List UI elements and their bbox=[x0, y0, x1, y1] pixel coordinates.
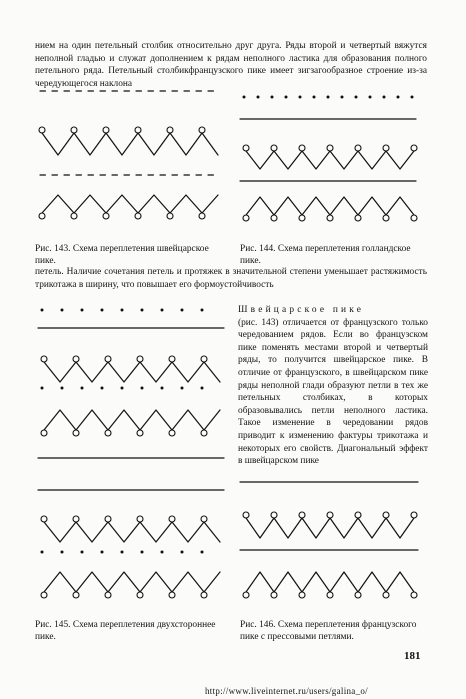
figure-145-diagram bbox=[30, 300, 230, 620]
figure-146-diagram bbox=[234, 468, 424, 618]
section-heading-swiss-pique: Швейцарское пике bbox=[238, 305, 365, 315]
body-paragraph-top: нием на один петельный столбик относительно друг друга. Ряды второй и четвертый вяжутся неполной гладью и служат дополнением к рядам неполного ластика для образования полного петельного ряда. Петельный столбикфранцузского пике имеет зигзагообразное строение из-за чередующегося наклона bbox=[35, 41, 427, 89]
figure-145-caption: Рис. 145. Схема переплетения двухстороннее пике. bbox=[35, 620, 216, 642]
page-number: 181 bbox=[404, 650, 421, 662]
body-paragraph-middle: петель. Наличие сочетания петель и протяжек в значительной степени уменьшает растяжимость трикотажа в ширину, что повышает его формоустойчивость bbox=[35, 267, 427, 290]
figure-144-caption: Рис. 144. Схема переплетения голландское пике. bbox=[240, 244, 411, 266]
body-paragraph-right bbox=[238, 304, 428, 468]
figure-143-caption: Рис. 143. Схема переплетения швейцарское пике. bbox=[35, 244, 209, 266]
footer-url: http://www.liveinternet.ru/users/galina_o/ bbox=[205, 686, 368, 696]
figure-146-caption: Рис. 146. Схема переплетения французского пике с прессовыми петлями. bbox=[240, 620, 417, 642]
figure-143-diagram bbox=[30, 55, 230, 250]
section-text-swiss-pique: (рис. 143) отличается от французского только чередованием рядов. Если во французском пике поменять местами второй и четвертый ряды, то получится швейцарское пике. В отличие от французского, в швейцарском пике ряды неполной глади образуют петли в тех же петельных столбиках, в которых образовывались петли неполного ластика. Такое изменение в чередовании рядов приводит к изменению фактуры трикотажа и некоторых его свойств. Диагональный эффект в швейцарском пике bbox=[238, 317, 428, 467]
figure-144-diagram bbox=[234, 55, 424, 250]
